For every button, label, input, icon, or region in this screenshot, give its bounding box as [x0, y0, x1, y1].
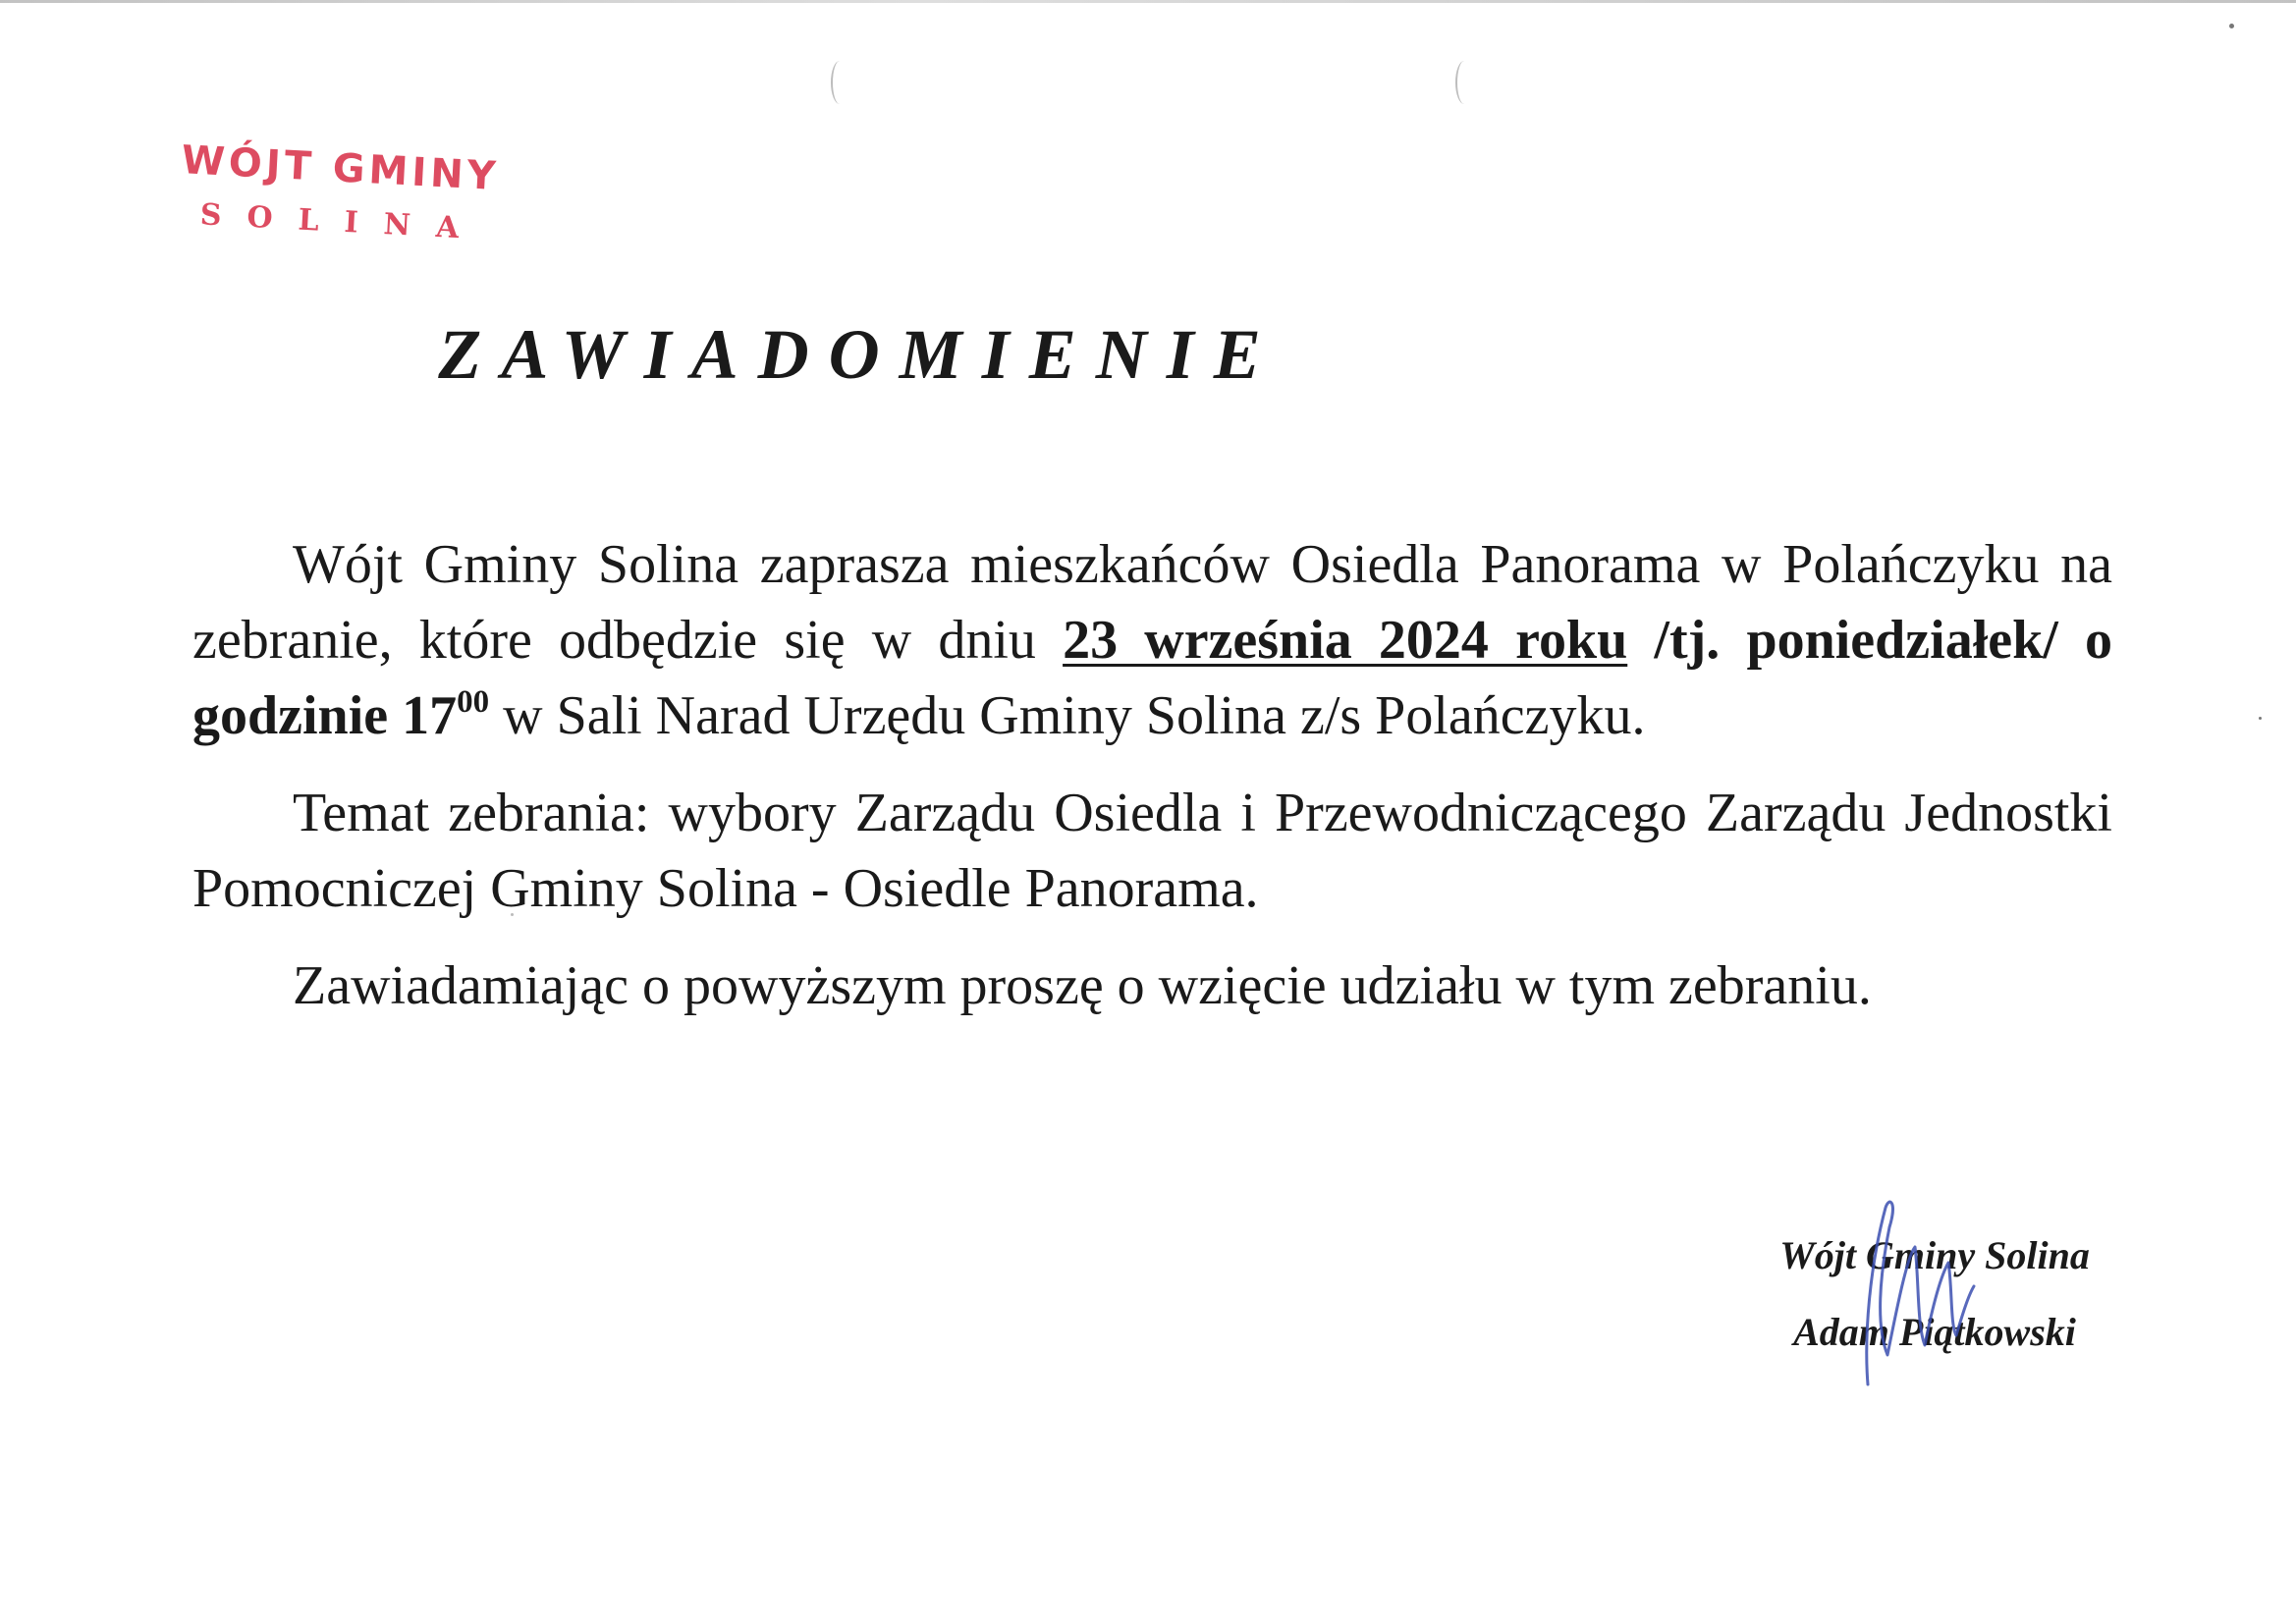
scan-speck [2229, 24, 2234, 28]
scan-top-edge [0, 0, 2296, 3]
punch-hole-mark-right [1455, 61, 1473, 104]
closing-paragraph: Zawiadamiając o powyższym proszę o wzięcie udziału w tym zebraniu. [293, 955, 1872, 1016]
agenda-paragraph: Temat zebrania: wybory Zarządu Osiedla i Przewodniczącego Zarządu Jednostki Pomocniczej Gminy Solina - Osiedle Panorama. [192, 783, 2112, 919]
meeting-date: 23 września 2024 roku [1063, 610, 1628, 671]
meeting-location-text: w Sali Narad Urzędu Gminy Solina z/s Polańczyku. [489, 685, 1646, 746]
invitation-lead-text: Wójt Gminy Solina zaprasza mieszkańców Osiedla Panorama w Polańczyku na zebranie, które odbędzie się w dniu [192, 534, 2112, 671]
signatory-role: Wójt Gminy Solina [1779, 1233, 2090, 1277]
meeting-day-and-time: /tj. poniedziałek/ o godzinie 17 [192, 610, 2113, 746]
meeting-time-minutes: 00 [457, 684, 490, 720]
signatory-name: Adam Piątkowski [1793, 1310, 2076, 1354]
stamp-line-2: SOLINA [198, 197, 486, 247]
scan-speck [2259, 717, 2262, 720]
handwritten-signature-icon [1846, 1188, 1984, 1404]
office-stamp [172, 137, 501, 282]
document-body [192, 527, 2112, 1046]
punch-hole-mark-left [831, 61, 848, 104]
document-title: ZAWIADOMIENIE [438, 315, 1281, 394]
stamp-line-1: WÓJT GMINY [180, 137, 501, 200]
invitation-paragraph [192, 527, 2112, 754]
